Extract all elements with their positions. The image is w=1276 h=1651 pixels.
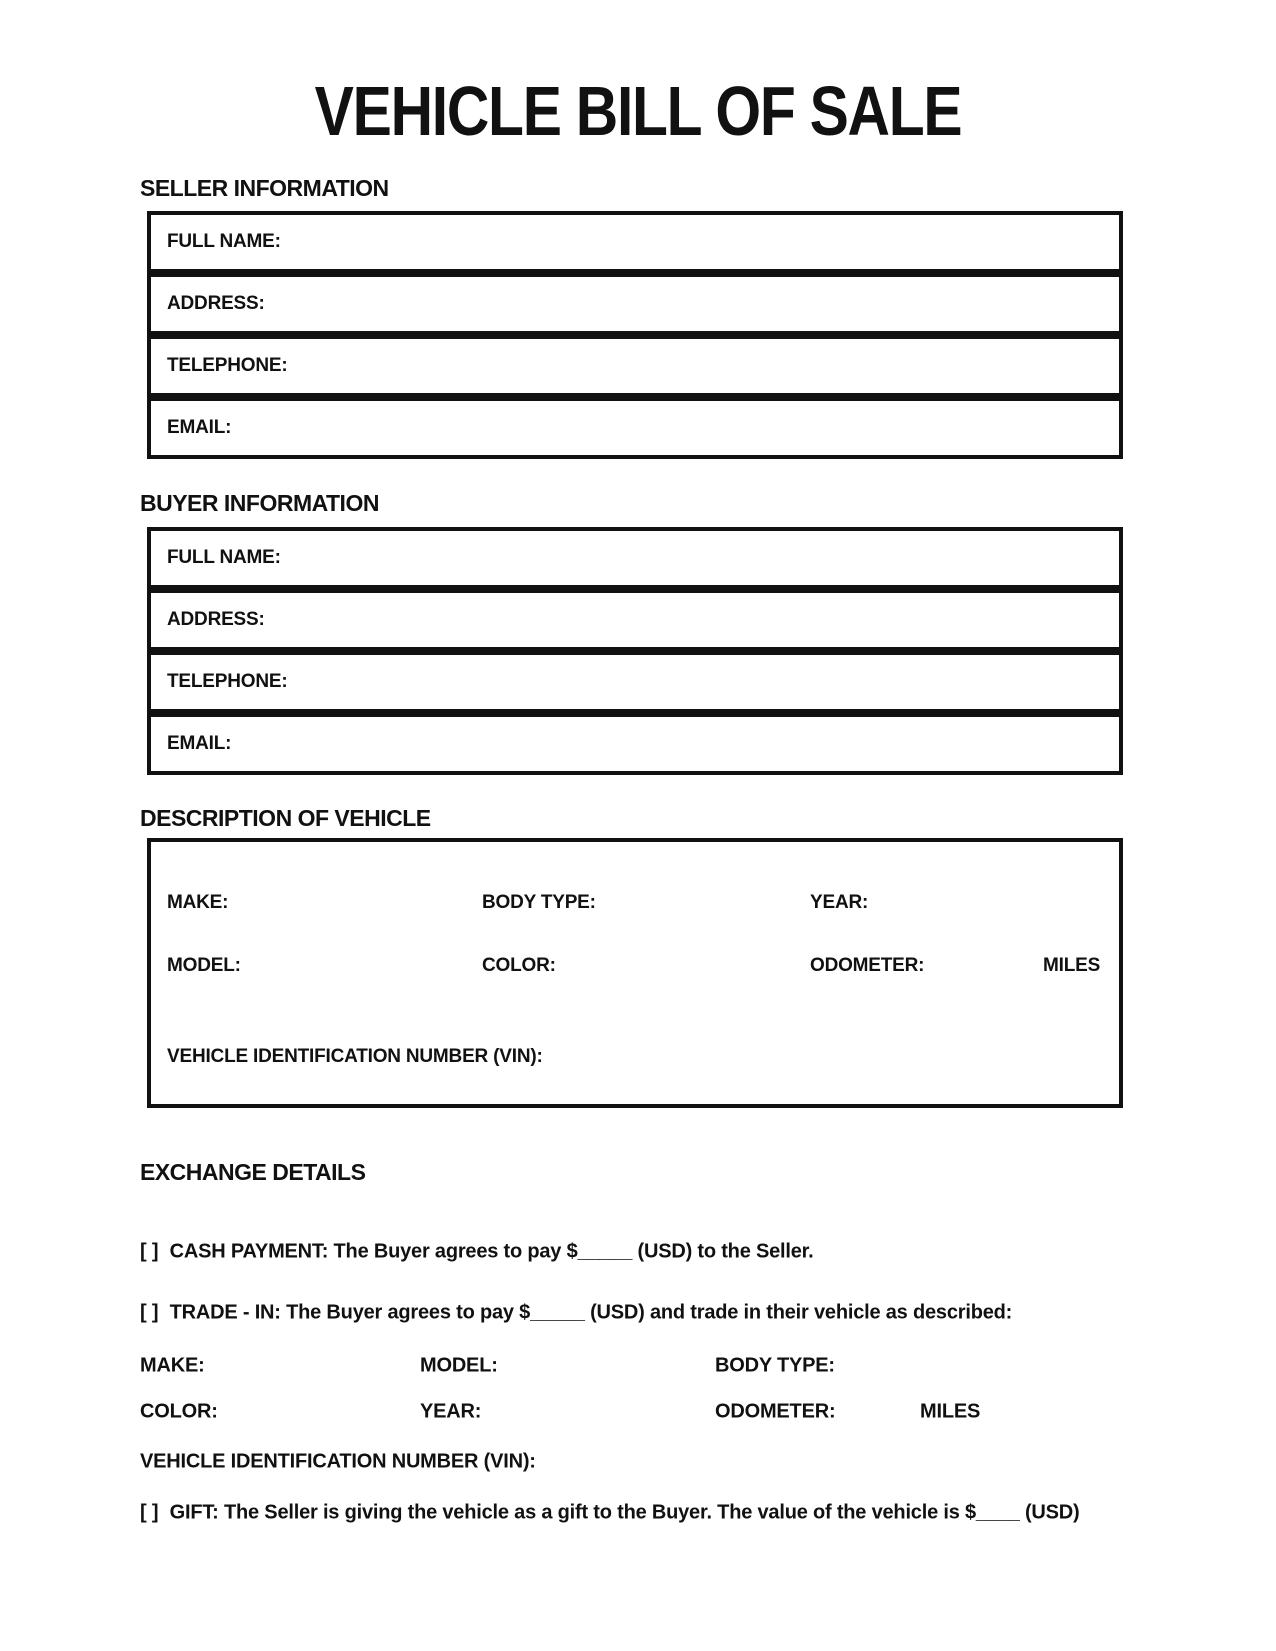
gift-checkbox[interactable]: [ ] — [140, 1501, 159, 1524]
cash-payment-option — [140, 1241, 814, 1264]
seller-information-heading: SELLER INFORMATION — [140, 175, 389, 201]
trade-miles-label: MILES — [920, 1400, 981, 1423]
seller-email-row[interactable] — [147, 397, 1123, 459]
seller-address-row[interactable] — [147, 273, 1123, 335]
cash-payment-checkbox[interactable]: [ ] — [140, 1240, 159, 1263]
buyer-address-label: ADDRESS: — [167, 609, 265, 630]
vehicle-miles-label: MILES — [1043, 955, 1101, 976]
seller-full-name-row[interactable] — [147, 211, 1123, 273]
seller-email-label: EMAIL: — [167, 417, 232, 438]
buyer-information-heading: BUYER INFORMATION — [140, 490, 379, 516]
buyer-telephone-row[interactable] — [147, 651, 1123, 713]
trade-make-label: MAKE: — [140, 1354, 205, 1377]
seller-address-label: ADDRESS: — [167, 293, 265, 314]
vehicle-description-box[interactable] — [147, 838, 1123, 1108]
seller-fields-box — [147, 211, 1123, 459]
exchange-details-heading: EXCHANGE DETAILS — [140, 1159, 366, 1185]
trade-in-option — [140, 1302, 1012, 1325]
vehicle-odometer-label: ODOMETER: — [810, 955, 925, 976]
description-of-vehicle-heading: DESCRIPTION OF VEHICLE — [140, 805, 431, 831]
vehicle-vin-label: VEHICLE IDENTIFICATION NUMBER (VIN): — [167, 1046, 543, 1067]
vehicle-body-type-label: BODY TYPE: — [482, 892, 596, 913]
buyer-full-name-label: FULL NAME: — [167, 547, 281, 568]
trade-odometer-label: ODOMETER: — [715, 1400, 836, 1423]
buyer-full-name-row[interactable] — [147, 527, 1123, 589]
buyer-telephone-label: TELEPHONE: — [167, 671, 288, 692]
seller-full-name-label: FULL NAME: — [167, 231, 281, 252]
vehicle-year-label: YEAR: — [810, 892, 869, 913]
buyer-address-row[interactable] — [147, 589, 1123, 651]
document-title: VEHICLE BILL OF SALE — [314, 72, 962, 150]
trade-year-label: YEAR: — [420, 1400, 482, 1423]
buyer-email-label: EMAIL: — [167, 733, 232, 754]
vehicle-color-label: COLOR: — [482, 955, 556, 976]
seller-telephone-label: TELEPHONE: — [167, 355, 288, 376]
trade-body-type-label: BODY TYPE: — [715, 1354, 835, 1377]
gift-option — [140, 1502, 1080, 1525]
buyer-email-row[interactable] — [147, 713, 1123, 775]
trade-color-label: COLOR: — [140, 1400, 218, 1423]
trade-in-checkbox[interactable]: [ ] — [140, 1301, 159, 1324]
seller-telephone-row[interactable] — [147, 335, 1123, 397]
trade-in-text: TRADE - IN: The Buyer agrees to pay $_____ (USD) and trade in their vehicle as described: — [169, 1301, 1013, 1324]
buyer-fields-box — [147, 527, 1123, 775]
gift-text: GIFT: The Seller is giving the vehicle as a gift to the Buyer. The value of the vehicle is $____ (USD) — [169, 1501, 1080, 1524]
trade-vin-label: VEHICLE IDENTIFICATION NUMBER (VIN): — [140, 1450, 536, 1473]
vehicle-make-label: MAKE: — [167, 892, 229, 913]
cash-payment-text: CASH PAYMENT: The Buyer agrees to pay $_____ (USD) to the Seller. — [169, 1240, 814, 1263]
trade-model-label: MODEL: — [420, 1354, 498, 1377]
vehicle-model-label: MODEL: — [167, 955, 241, 976]
